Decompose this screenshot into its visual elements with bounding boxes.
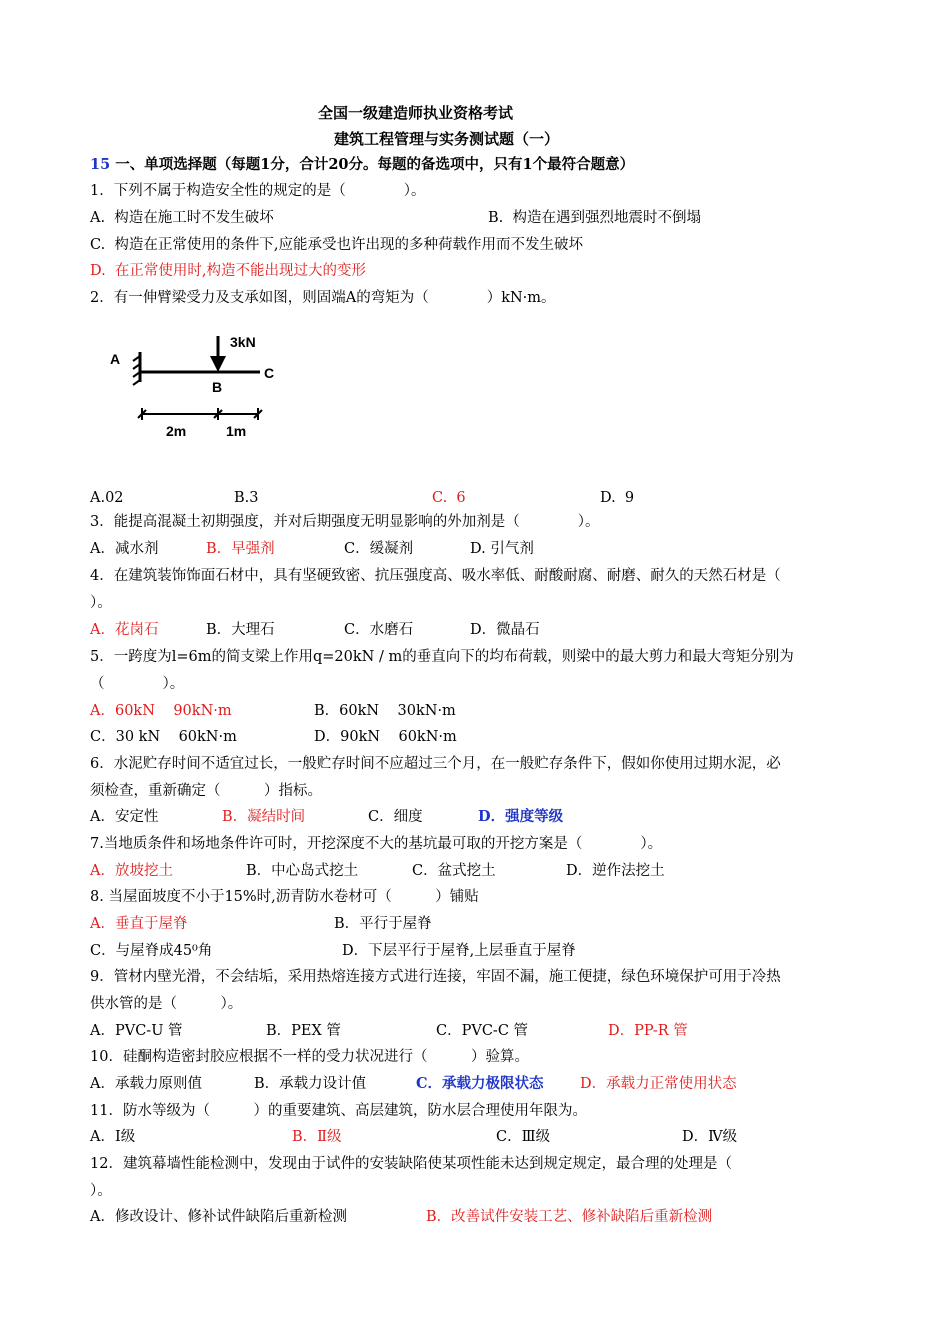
q2-option-c: C. 6 [432, 490, 466, 506]
q5-option-c: C．30 kN 60kN·m [90, 729, 237, 745]
q8-option-a: A．垂直于屋脊 [90, 916, 188, 932]
q11-option-b: B．Ⅱ级 [292, 1129, 342, 1145]
q1-option-d: D. 在正常使用时,构造不能出现过大的变形 [90, 263, 367, 279]
q6-stem-line1: 6．水泥贮存时间不适宜过长，一般贮存时间不应超过三个月，在一般贮存条件下，假如你使用过期水泥，必 [90, 756, 781, 772]
section-number: 15 [90, 156, 111, 173]
q7-option-d: D．逆作法挖土 [566, 863, 665, 879]
fig-label-c: C [264, 365, 275, 381]
q7-option-b: B．中心岛式挖土 [246, 863, 359, 879]
q3-stem: 3．能提高混凝土初期强度，并对后期强度无明显影响的外加剂是（ ）。 [90, 514, 600, 530]
q1-option-b: B. 构造在遇到强烈地震时不倒塌 [488, 210, 701, 226]
q6-stem-line2: 须检查，重新确定（ ）指标。 [90, 783, 322, 799]
q3-option-a: A．减水剂 [90, 541, 159, 557]
q10-stem: 10．硅酮构造密封胶应根据不一样的受力状况进行（ ）验算。 [90, 1049, 529, 1065]
section-heading [90, 156, 634, 174]
q5-option-a: A．60kN 90kN·m [90, 703, 232, 719]
q6-option-b: B．凝结时间 [222, 809, 306, 825]
q3-option-b: B．早强剂 [206, 541, 275, 557]
q2-option-b: B.3 [234, 490, 259, 506]
q9-option-a: A．PVC-U 管 [90, 1023, 183, 1039]
q5-stem-line2: （ ）。 [90, 676, 185, 692]
q1-stem: 1．下列不属于构造安全性的规定的是（ ）。 [90, 183, 426, 199]
q2-option-d: D. 9 [600, 490, 635, 506]
q8-option-c: C．与屋脊成45⁰角 [90, 943, 213, 959]
q12-stem-line1: 12．建筑幕墙性能检测中，发现由于试件的安装缺陷使某项性能未达到规定规定，最合理的处理是（ [90, 1156, 732, 1172]
fig-dim-2m: 2m [166, 423, 187, 439]
cantilever-beam-figure [100, 330, 290, 450]
paper-title: 建筑工程管理与实务测试题（一） [334, 130, 560, 148]
q3-option-c: C．缓凝剂 [344, 541, 414, 557]
q9-stem-line1: 9．管材内壁光滑，不会结垢，采用热熔连接方式进行连接，牢固不漏，施工便捷，绿色环境保护可用于冷热 [90, 969, 781, 985]
q12-stem-line2: ）。 [90, 1183, 112, 1199]
q4-stem-line2: ）。 [90, 595, 112, 611]
q7-option-a: A．放坡挖土 [90, 863, 173, 879]
section-heading-text: 一、单项选择题（每题1分，合计20分。每题的备选项中，只有1个最符合题意） [115, 156, 635, 173]
q11-option-c: C．Ⅲ级 [496, 1129, 551, 1145]
q5-option-d: D．90kN 60kN·m [314, 729, 457, 745]
q9-option-d: D．PP-R 管 [608, 1023, 688, 1039]
q8-option-b: B．平行于屋脊 [334, 916, 432, 932]
fig-label-b: B [212, 379, 223, 395]
q10-option-a: A．承载力原则值 [90, 1076, 202, 1092]
q4-option-c: C．水磨石 [344, 622, 414, 638]
q12-option-b: B．改善试件安装工艺、修补缺陷后重新检测 [426, 1209, 713, 1225]
q4-stem-line1: 4．在建筑装饰饰面石材中，具有坚硬致密、抗压强度高、吸水率低、耐酸耐腐、耐磨、耐久的天然石材是（ [90, 568, 781, 584]
q11-option-d: D．Ⅳ级 [682, 1129, 738, 1145]
q10-option-b: B．承载力设计值 [254, 1076, 367, 1092]
q8-stem: 8. 当屋面坡度不小于15%时,沥青防水卷材可（ ）铺贴 [90, 889, 479, 905]
exam-title: 全国一级建造师执业资格考试 [318, 104, 514, 122]
q2-option-a: A.02 [90, 490, 124, 506]
fig-load-label: 3kN [230, 334, 256, 350]
q11-option-a: A．Ⅰ级 [90, 1129, 136, 1145]
q9-option-c: C．PVC-C 管 [436, 1023, 529, 1039]
q5-option-b: B．60kN 30kN·m [314, 703, 456, 719]
q10-option-d: D．承载力正常使用状态 [580, 1076, 737, 1092]
fig-dim-1m: 1m [226, 423, 247, 439]
q7-stem: 7.当地质条件和场地条件许可时，开挖深度不大的基坑最可取的开挖方案是（ ）。 [90, 836, 663, 852]
q1-option-a: A. 构造在施工时不发生破坏 [90, 210, 274, 226]
q9-stem-line2: 供水管的是（ ）。 [90, 996, 243, 1012]
q4-option-b: B．大理石 [206, 622, 275, 638]
q7-option-c: C．盆式挖土 [412, 863, 496, 879]
q4-option-a: A．花岗石 [90, 622, 159, 638]
q11-stem: 11．防水等级为（ ）的重要建筑、高层建筑，防水层合理使用年限为。 [90, 1103, 587, 1119]
q9-option-b: B．PEX 管 [266, 1023, 341, 1039]
q1-option-c: C. 构造在正常使用的条件下,应能承受也许出现的多种荷载作用而不发生破坏 [90, 237, 584, 253]
q6-option-a: A．安定性 [90, 809, 159, 825]
q2-stem: 2．有一伸臂梁受力及支承如图，则固端A的弯矩为（ ）kN·m。 [90, 290, 556, 306]
q8-option-d: D．下层平行于屋脊,上层垂直于屋脊 [342, 943, 576, 959]
q6-option-c: C．细度 [368, 809, 423, 825]
q5-stem-line1: 5．一跨度为l=6m的简支梁上作用q=20kN / m的垂直向下的均布荷载，则梁中的最大剪力和最大弯矩分别为 [90, 649, 794, 665]
load-arrow-head [210, 356, 226, 372]
q4-option-d: D．微晶石 [470, 622, 540, 638]
q10-option-c: C．承载力极限状态 [416, 1075, 544, 1092]
fig-label-a: A [110, 351, 121, 367]
q12-option-a: A．修改设计、修补试件缺陷后重新检测 [90, 1209, 347, 1225]
q3-option-d: D. 引气剂 [470, 541, 534, 557]
q6-option-d: D．强度等级 [478, 808, 564, 825]
